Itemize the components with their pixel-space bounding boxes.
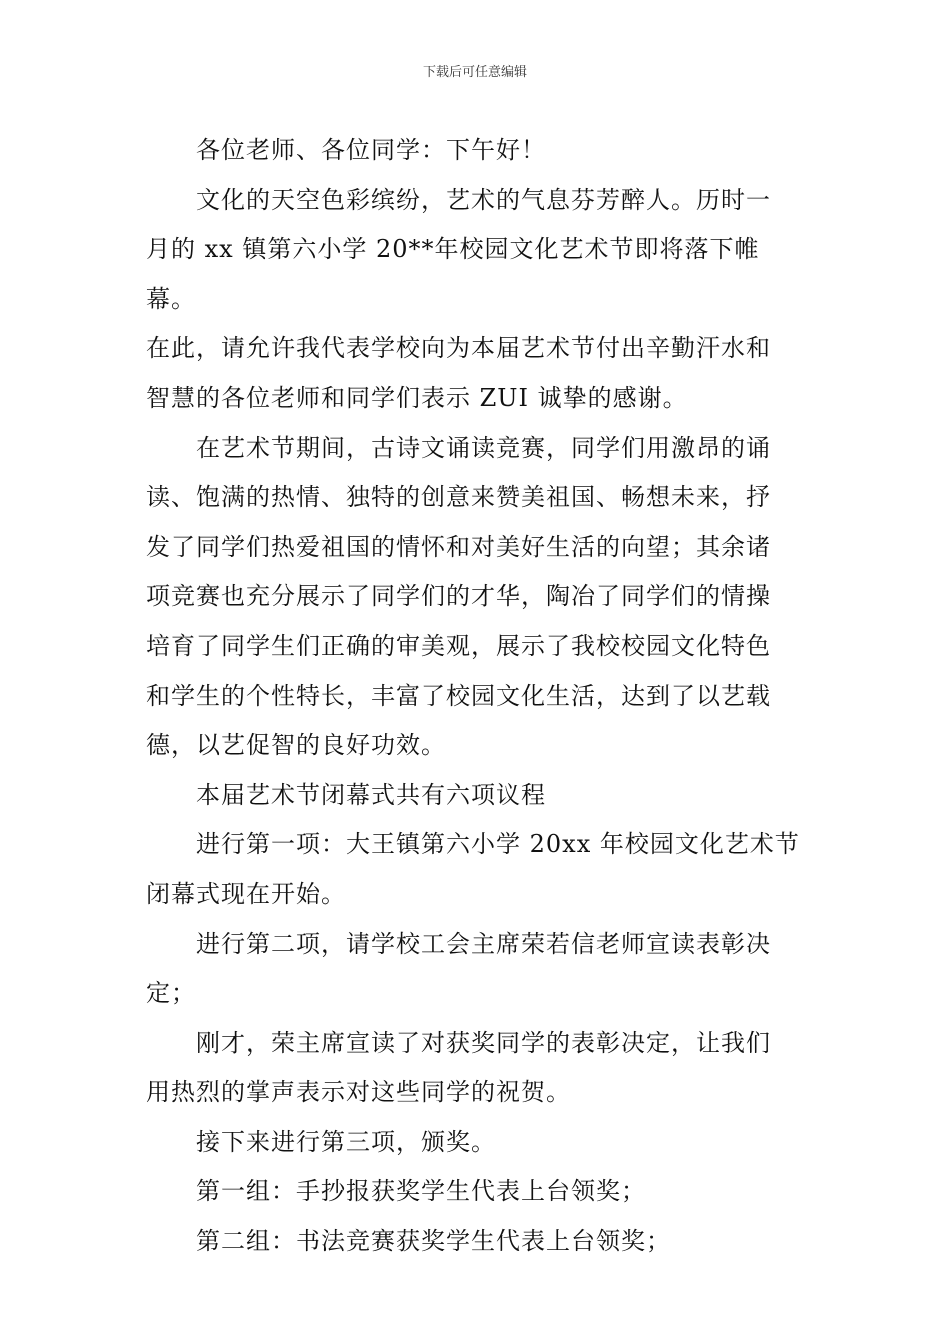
page-header-note: 下载后可任意编辑 (422, 65, 527, 80)
paragraph-item-one (146, 820, 808, 919)
text-line: 进行第二项，请学校工会主席荣若信老师宣读表彰决 (196, 929, 771, 958)
text-line: 月的 xx 镇第六小学 20**年校园文化艺术节即将落下帷幕。 (146, 235, 760, 313)
text-line: 刚才，荣主席宣读了对获奖同学的表彰决定，让我们 (196, 1028, 771, 1057)
text-line: 用热烈的掌声表示对这些同学的祝贺。 (146, 1078, 571, 1107)
text-line: 读、饱满的热情、独特的创意来赞美祖国、畅想未来，抒 (146, 483, 771, 512)
paragraph-item-two (146, 920, 808, 1019)
text-line: 在艺术节期间，古诗文诵读竞赛，同学们用激昂的诵 (196, 433, 771, 462)
text-line: 各位老师、各位同学：下午好！ (196, 136, 546, 164)
paragraph-agenda-intro (146, 771, 808, 821)
text-line: 德，以艺促智的良好功效。 (146, 731, 446, 760)
paragraph-congratulations (146, 1019, 808, 1118)
paragraph-item-three (146, 1118, 808, 1168)
text-line: 智慧的各位老师和同学们表示 ZUI 诚挚的感谢。 (146, 383, 688, 412)
text-line: 接下来进行第三项，颁奖。 (196, 1127, 496, 1156)
paragraph-greeting (146, 126, 808, 176)
text-line: 发了同学们热爱祖国的情怀和对美好生活的向望；其余诸 (146, 532, 771, 561)
text-line: 定； (146, 979, 196, 1008)
text-line: 第二组：书法竞赛获奖学生代表上台领奖； (196, 1227, 671, 1256)
text-line: 文化的天空色彩缤纷，艺术的气息芬芳醉人。历时一 (196, 185, 771, 214)
text-line: 培育了同学生们正确的审美观，展示了我校校园文化特色 (146, 631, 771, 660)
paragraph-opening (146, 176, 808, 424)
paragraph-festival-summary (146, 424, 808, 771)
text-line: 闭幕式现在开始。 (146, 879, 346, 908)
text-line: 项竞赛也充分展示了同学们的才华，陶冶了同学们的情操 (146, 582, 771, 611)
document-body (146, 126, 808, 1267)
text-line: 第一组：手抄报获奖学生代表上台领奖； (196, 1177, 646, 1206)
text-line: 和学生的个性特长，丰富了校园文化生活，达到了以艺载 (146, 681, 771, 710)
paragraph-group-one (146, 1167, 808, 1217)
text-line: 本届艺术节闭幕式共有六项议程 (196, 780, 546, 809)
paragraph-group-two (146, 1217, 808, 1267)
text-line: 进行第一项：大王镇第六小学 20xx 年校园文化艺术节 (196, 830, 800, 859)
text-line: 在此，请允许我代表学校向为本届艺术节付出辛勤汗水和 (146, 334, 771, 363)
